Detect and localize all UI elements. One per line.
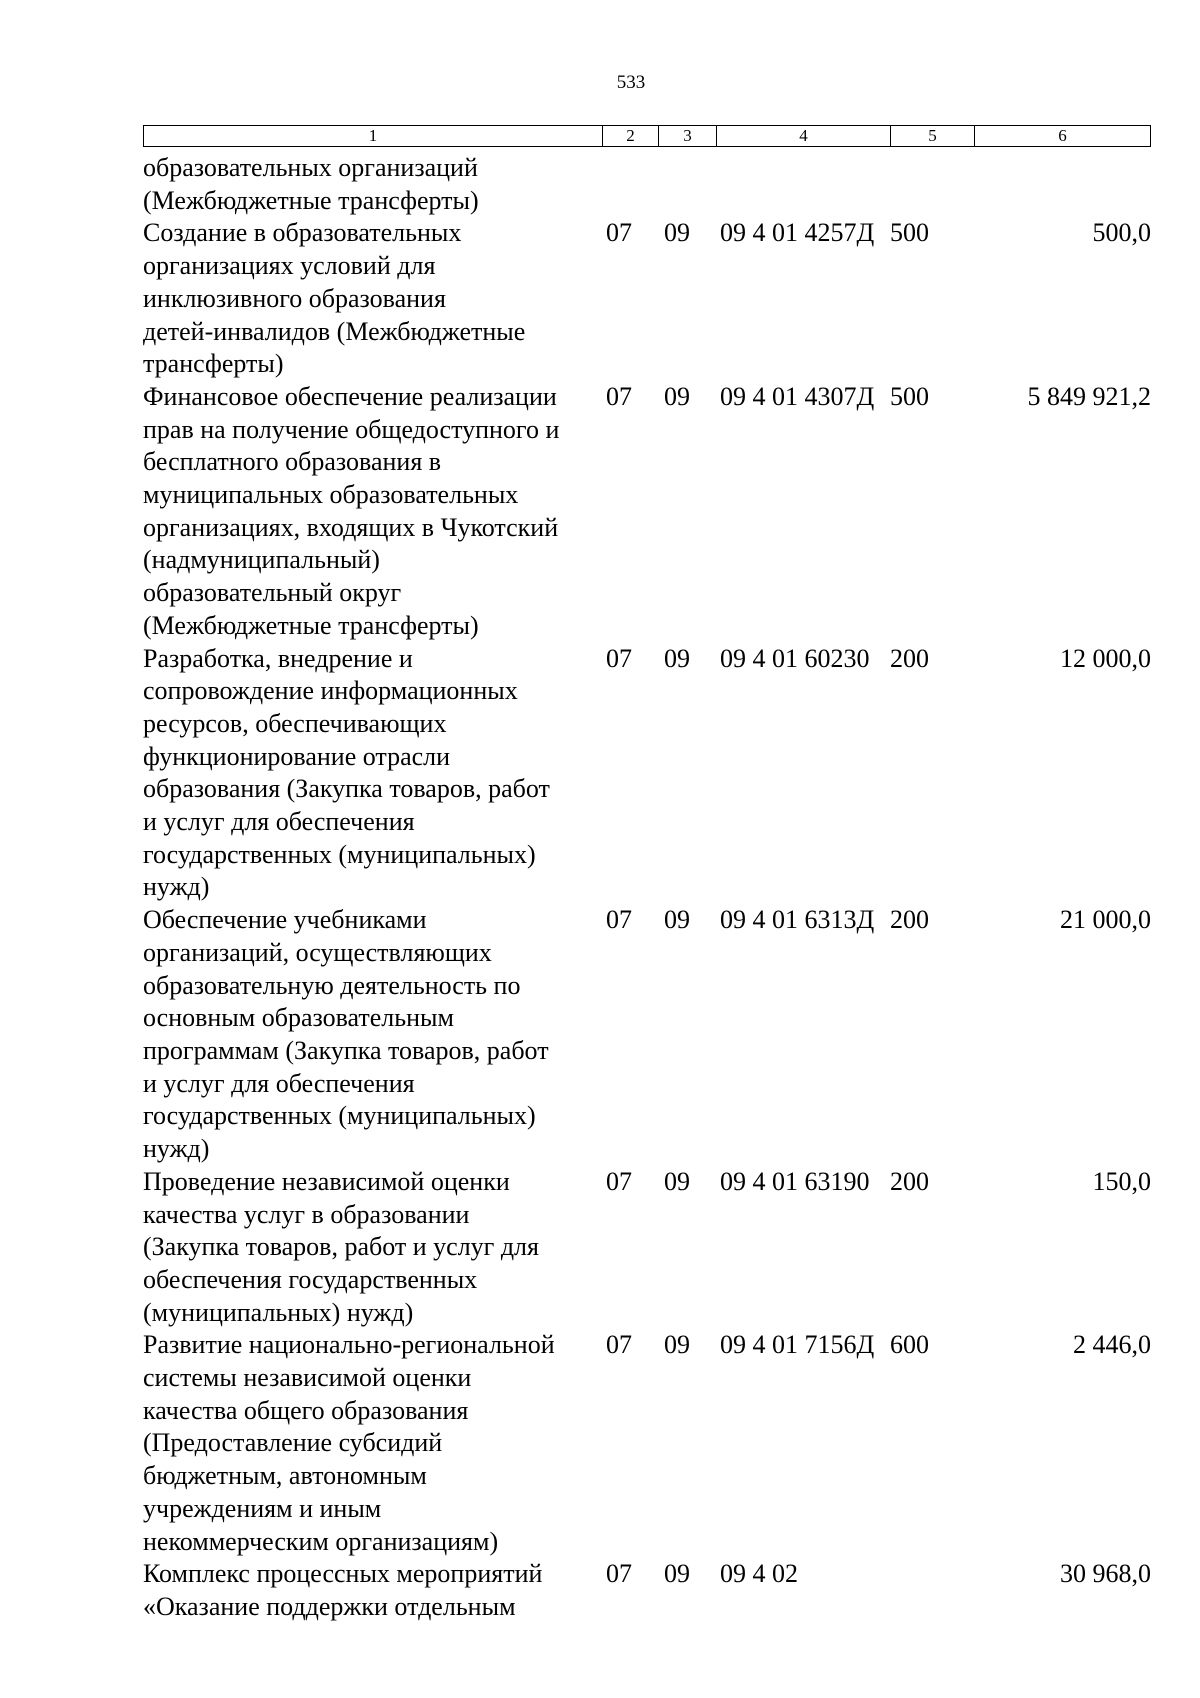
table-row bbox=[143, 217, 1151, 381]
row-expense-type bbox=[890, 1558, 974, 1623]
table-row bbox=[143, 381, 1151, 643]
column-header-2: 2 bbox=[603, 126, 659, 147]
row-subsection: 09 bbox=[664, 1559, 690, 1589]
row-amount: 150,0 bbox=[1092, 1166, 1151, 1196]
table-row bbox=[143, 152, 1151, 217]
row-description: образовательных организаций (Межбюджетные трансферты) bbox=[143, 153, 479, 215]
column-header-table bbox=[143, 125, 1151, 147]
row-target-code: 09 4 01 6313Д bbox=[720, 905, 875, 935]
row-amount: 12 000,0 bbox=[1060, 643, 1151, 673]
row-target-code: 09 4 01 4307Д bbox=[720, 381, 875, 411]
row-section: 07 bbox=[606, 1330, 632, 1360]
row-description: Финансовое обеспечение реализации прав на получение общедоступного и бесплатного образования в муниципальных образовательных организациях, входящих в Чукотский (надмуниципальный) образовательный округ (Межбюджетные трансферты) bbox=[143, 381, 560, 640]
row-expense-type bbox=[890, 152, 974, 217]
row-subsection: 09 bbox=[664, 1330, 690, 1360]
table-row bbox=[143, 1166, 1151, 1330]
row-subsection: 09 bbox=[664, 643, 690, 673]
row-subsection: 09 bbox=[664, 218, 690, 248]
row-amount bbox=[974, 152, 1151, 217]
row-target-code: 09 4 01 4257Д bbox=[720, 218, 875, 248]
row-target-code: 09 4 01 60230 bbox=[720, 643, 870, 673]
row-description: Создание в образовательных организациях условий для инклюзивного образования детей-инвалидов (Межбюджетные трансферты) bbox=[143, 218, 526, 379]
row-subsection bbox=[658, 152, 716, 217]
column-header-3: 3 bbox=[659, 126, 717, 147]
row-amount: 5 849 921,2 bbox=[1027, 381, 1151, 411]
row-section: 07 bbox=[606, 381, 632, 411]
row-section: 07 bbox=[606, 1166, 632, 1196]
row-section bbox=[602, 152, 658, 217]
row-subsection: 09 bbox=[664, 905, 690, 935]
row-section: 07 bbox=[606, 905, 632, 935]
row-target-code: 09 4 01 63190 bbox=[720, 1166, 870, 1196]
row-target-code bbox=[716, 152, 890, 217]
column-header-5: 5 bbox=[891, 126, 975, 147]
table-row bbox=[143, 904, 1151, 1166]
row-expense-type: 200 bbox=[890, 643, 929, 673]
row-section: 07 bbox=[606, 218, 632, 248]
row-amount: 21 000,0 bbox=[1060, 905, 1151, 935]
row-description: Проведение независимой оценки качества услуг в образовании (Закупка товаров, работ и услуг для обеспечения государственных (муниципальных) нужд) bbox=[143, 1166, 539, 1327]
row-expense-type: 500 bbox=[890, 381, 929, 411]
row-amount: 2 446,0 bbox=[1073, 1330, 1151, 1360]
row-target-code: 09 4 01 7156Д bbox=[720, 1330, 875, 1360]
table-row bbox=[143, 1329, 1151, 1558]
row-expense-type: 200 bbox=[890, 1166, 929, 1196]
table-row bbox=[143, 1558, 1151, 1623]
column-header-4: 4 bbox=[717, 126, 891, 147]
row-section: 07 bbox=[606, 643, 632, 673]
table-row bbox=[143, 643, 1151, 905]
row-amount: 30 968,0 bbox=[1060, 1559, 1151, 1589]
row-expense-type: 200 bbox=[890, 905, 929, 935]
row-target-code: 09 4 02 bbox=[720, 1559, 798, 1589]
column-header-1: 1 bbox=[144, 126, 603, 147]
column-header-6: 6 bbox=[975, 126, 1151, 147]
row-description: Обеспечение учебниками организаций, осуществляющих образовательную деятельность по основным образовательным программам (Закупка товаров, работ и услуг для обеспечения государственных (муниципальных) нужд) bbox=[143, 905, 549, 1164]
row-section: 07 bbox=[606, 1559, 632, 1589]
row-description: Развитие национально-региональной системы независимой оценки качества общего образования (Предоставление субсидий бюджетным, автономным учреждениям и иным некоммерческим организациям) bbox=[143, 1330, 555, 1556]
row-expense-type: 600 bbox=[890, 1330, 929, 1360]
row-subsection: 09 bbox=[664, 1166, 690, 1196]
row-subsection: 09 bbox=[664, 381, 690, 411]
row-amount: 500,0 bbox=[1092, 218, 1151, 248]
column-header-row bbox=[144, 126, 1151, 147]
row-description: Разработка, внедрение и сопровождение информационных ресурсов, обеспечивающих функционирование отрасли образования (Закупка товаров, работ и услуг для обеспечения государственных (муниципальных) нужд) bbox=[143, 643, 550, 902]
row-expense-type: 500 bbox=[890, 218, 929, 248]
row-description: Комплекс процессных мероприятий «Оказание поддержки отдельным bbox=[143, 1559, 543, 1621]
page-number: 533 bbox=[616, 72, 646, 93]
budget-table-body bbox=[143, 152, 1151, 1624]
